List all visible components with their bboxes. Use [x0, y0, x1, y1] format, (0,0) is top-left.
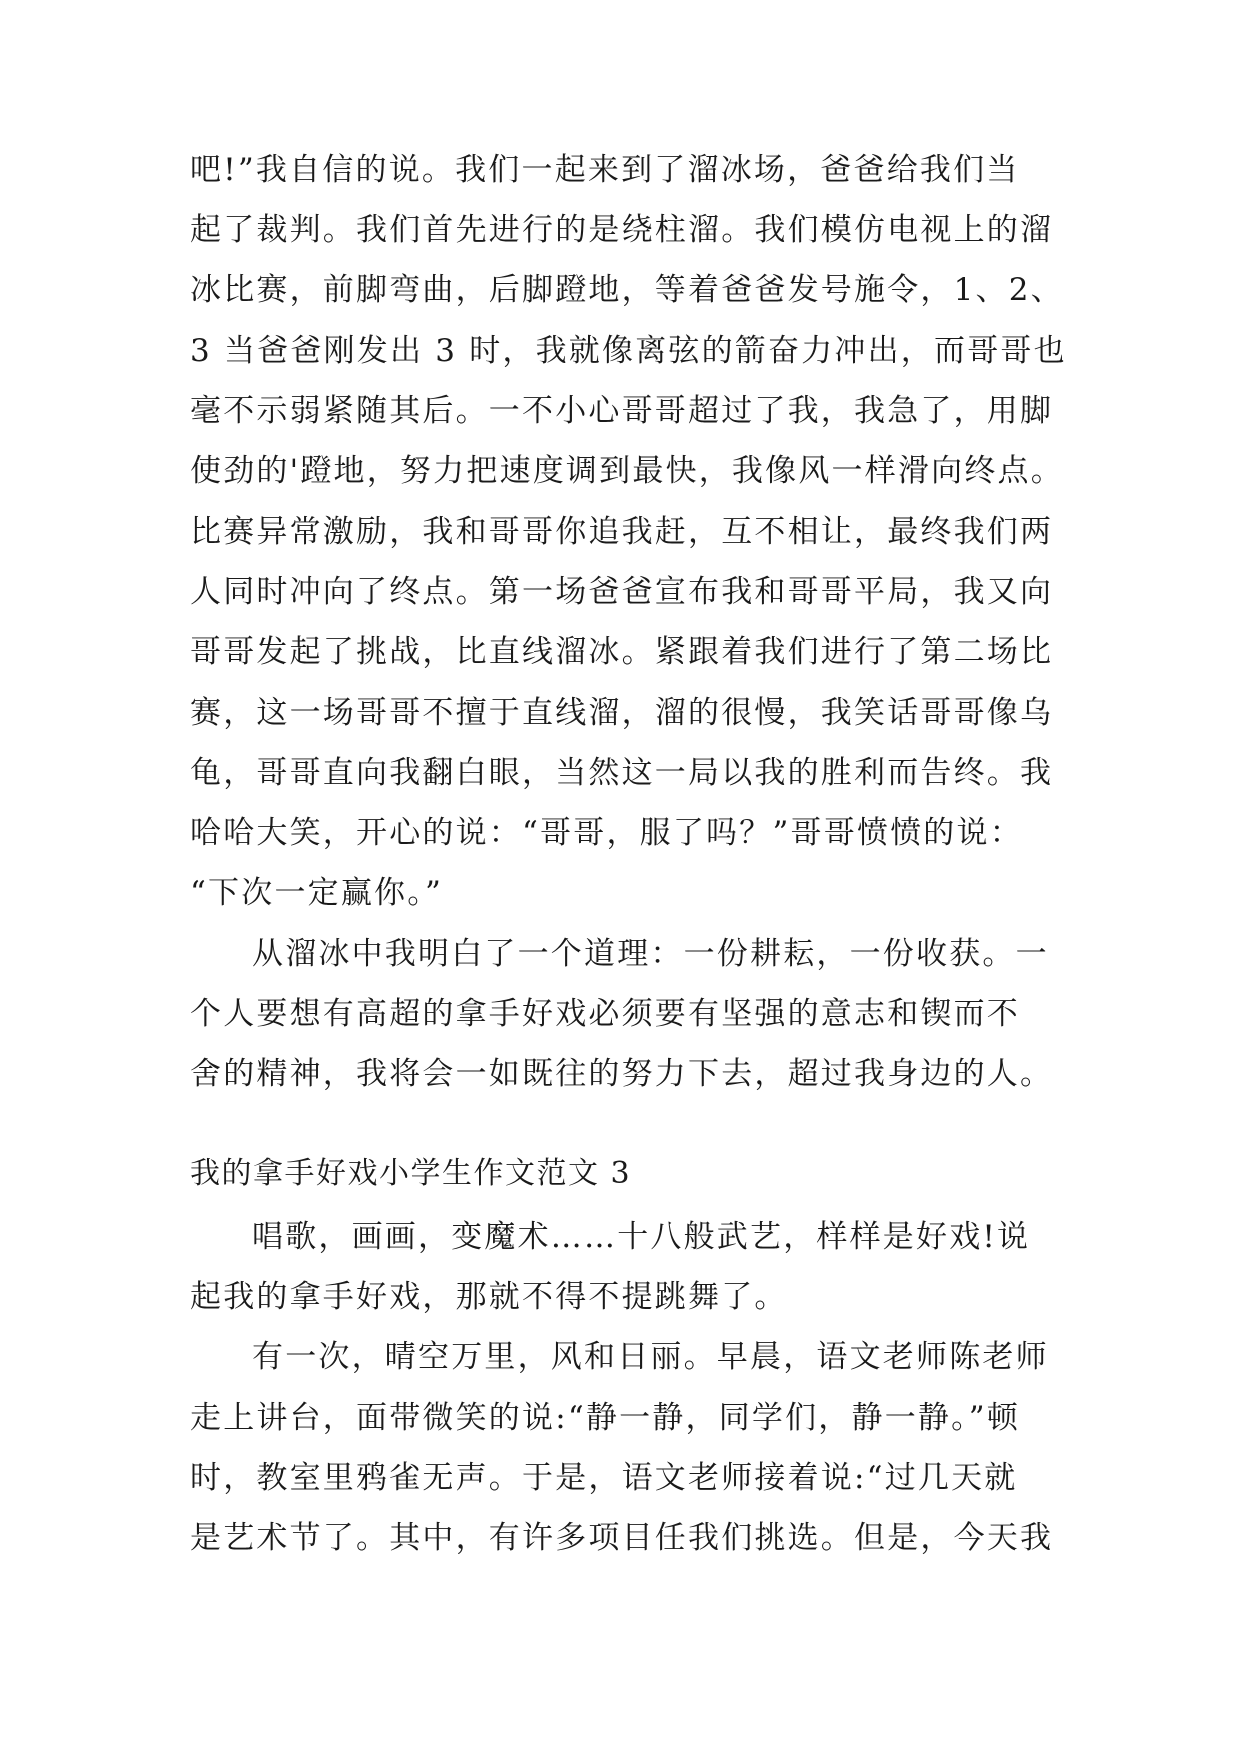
section-title: 我的拿手好戏小学生作文范文 3: [190, 1156, 632, 1191]
paragraph-line: 3 当爸爸刚发出 3 时，我就像离弦的箭奋力冲出，而哥哥也: [190, 333, 1067, 369]
paragraph-line: 哈哈大笑，开心的说：“哥哥，服了吗？”哥哥愤愤的说：: [190, 815, 1023, 851]
paragraph-line: 舍的精神，我将会一如既往的努力下去，超过我身边的人。: [190, 1056, 1054, 1092]
paragraph-line: 从溜冰中我明白了一个道理：一份耕耘，一份收获。一: [252, 936, 1049, 972]
paragraph-line: 冰比赛，前脚弯曲，后脚蹬地，等着爸爸发号施令，1、2、: [190, 272, 1064, 308]
paragraph-line: 比赛异常激励，我和哥哥你追我赶，互不相让，最终我们两: [190, 514, 1054, 550]
paragraph-line: 时，教室里鸦雀无声。于是，语文老师接着说:“过几天就: [190, 1460, 1018, 1496]
paragraph-line: 哥哥发起了挑战，比直线溜冰。紧跟着我们进行了第二场比: [190, 634, 1054, 670]
paragraph-line: 毫不示弱紧随其后。一不小心哥哥超过了我，我急了，用脚: [190, 393, 1054, 429]
paragraph-line: 人同时冲向了终点。第一场爸爸宣布我和哥哥平局，我又向: [190, 574, 1054, 610]
paragraph-line: 是艺术节了。其中，有许多项目任我们挑选。但是，今天我: [190, 1520, 1054, 1556]
paragraph-line: 起我的拿手好戏，那就不得不提跳舞了。: [190, 1279, 788, 1315]
paragraph-line: 吧!”我自信的说。我们一起来到了溜冰场，爸爸给我们当: [190, 152, 1020, 188]
paragraph-line: 起了裁判。我们首先进行的是绕柱溜。我们模仿电视上的溜: [190, 212, 1054, 248]
paragraph-line: 赛，这一场哥哥不擅于直线溜，溜的很慢，我笑话哥哥像乌: [190, 695, 1054, 731]
paragraph-line: 使劲的'蹬地，努力把速度调到最快，我像风一样滑向终点。: [190, 453, 1064, 489]
paragraph-line: 走上讲台，面带微笑的说:“静一静，同学们，静一静。”顿: [190, 1400, 1021, 1436]
paragraph-line: 龟，哥哥直向我翻白眼，当然这一局以我的胜利而告终。我: [190, 755, 1054, 791]
paragraph-line: “下次一定赢你。”: [190, 875, 443, 911]
paragraph-line: 唱歌，画画，变魔术……十八般武艺，样样是好戏!说: [252, 1219, 1031, 1255]
paragraph-line: 个人要想有高超的拿手好戏必须要有坚强的意志和锲而不: [190, 996, 1020, 1032]
paragraph-line: 有一次，晴空万里，风和日丽。早晨，语文老师陈老师: [252, 1339, 1049, 1375]
